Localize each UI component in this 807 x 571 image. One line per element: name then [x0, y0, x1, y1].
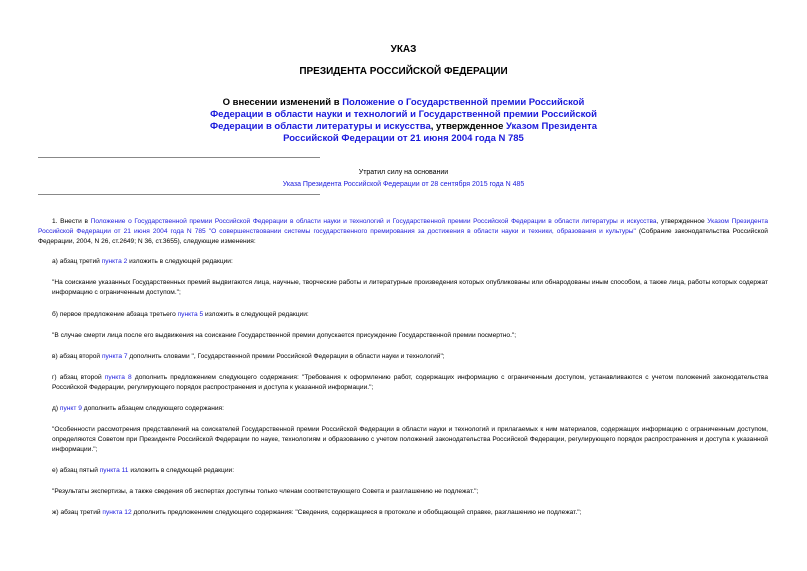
pg-link[interactable]: пункта 8	[104, 374, 132, 381]
divider-top	[38, 157, 320, 158]
subject-middle: , утвержденное	[430, 121, 506, 132]
subject-prefix: О внесении изменений в	[222, 97, 343, 108]
subject-link-decree[interactable]: Указом Президента Российской Федерации от 21 июня 2004 года N 785	[283, 121, 597, 144]
void-notice-text: Утратил силу на основании	[358, 169, 449, 176]
decree-subject	[0, 97, 807, 145]
pzh-text-b: дополнить предложением следующего содержания: "Сведения, содержащиеся в протоколе и обобщающей справке, разглашению не подлежат.";	[131, 509, 582, 516]
pv-text-b: дополнить словами ", Государственной премии Российской Федерации в области науки и технологий";	[127, 353, 445, 360]
divider-bottom	[38, 194, 320, 195]
pa-text-b: изложить в следующей редакции:	[127, 258, 233, 265]
pv-text-a: в) абзац второй	[52, 353, 102, 360]
paragraph-zh	[38, 508, 768, 518]
decree-type-title: УКАЗ	[390, 44, 417, 55]
quote-4: "Результаты экспертизы, а также сведения об экспертах доступны только членам соответствующего Совета и разглашению не подлежат.";	[52, 488, 479, 495]
quote-2: "В случае смерти лица после его выдвижения на соискание Государственной премии допускается присуждение Государственной премии посмертно.";	[52, 332, 517, 339]
decree-issuer-title: ПРЕЗИДЕНТА РОССИЙСКОЙ ФЕДЕРАЦИИ	[299, 66, 508, 77]
paragraph-g	[38, 373, 768, 393]
p1-link-regulation[interactable]: Положение о Государственной премии Российской Федерации в области науки и технологий и Государственной премии Российской Федерации в области литературы и искусства	[90, 218, 657, 225]
p1-text-b: , утвержденное	[656, 218, 708, 225]
pd-text-a: д)	[52, 405, 60, 412]
paragraph-d	[38, 404, 768, 414]
void-notice-link[interactable]: Указа Президента Российской Федерации от 28 сентября 2015 года N 485	[282, 181, 525, 188]
paragraph-b	[38, 310, 768, 320]
paragraph-1	[38, 217, 768, 247]
pzh-text-a: ж) абзац третий	[52, 509, 103, 516]
pe-link[interactable]: пункта 11	[99, 467, 129, 474]
p1-text-a: 1. Внести в	[52, 218, 91, 225]
pd-link[interactable]: пункт 9	[59, 405, 82, 412]
pa-text-a: а) абзац третий	[52, 258, 102, 265]
pe-text-a: е) абзац пятый	[52, 467, 100, 474]
p1-link-decree[interactable]: Указом Президента Российской Федерации от 21 июня 2004 года N 785 "О совершенствовании системы государственного премирования за достижения в области науки и техники, образования и культуры"	[38, 218, 768, 235]
pd-text-b: дополнить абзацем следующего содержания:	[81, 405, 224, 412]
pg-text-b: дополнить предложением следующего содержания: "Требования к оформлению работ, содержащих информацию с ограниченным доступом, устанавливаются с учетом положений законодательства Российской Федерации, регулирующего порядок распространения и доступа к указанной информации.";	[52, 374, 768, 391]
pe-text-b: изложить в следующей редакции:	[128, 467, 235, 474]
pv-link[interactable]: пункта 7	[101, 353, 128, 360]
pa-link[interactable]: пункта 2	[101, 258, 128, 265]
paragraph-e	[38, 466, 768, 476]
pzh-link[interactable]: пункта 12	[102, 509, 132, 516]
pg-text-a: г) абзац второй	[52, 374, 105, 381]
paragraph-v	[38, 352, 768, 362]
pb-text-b: изложить в следующей редакции:	[203, 311, 309, 318]
p1-text-c: (Собрание законодательства Российской Федерации, 2004, N 26, ст.2649; N 36, ст.3655), следующие изменения:	[38, 228, 768, 245]
quote-1: "На соискание указанных Государственных премий выдвигаются лица, научные, творческие работы и литературные произведения которых опубликованы или обнародованы иным способом, а также лица, работы которых содержат информацию с ограниченным доступом.";	[52, 279, 768, 296]
pb-text-a: б) первое предложение абзаца третьего	[52, 311, 178, 318]
paragraph-a	[38, 257, 768, 267]
subject-link-regulation[interactable]: Положение о Государственной премии Российской Федерации в области науки и технологий и Государственной премии Российской Федерации в области литературы и искусства	[210, 97, 597, 132]
pb-link[interactable]: пункта 5	[177, 311, 204, 318]
quote-3: "Особенности рассмотрения представлений на соискателей Государственной премии Российской Федерации в области науки и технологий и прилагаемых к ним материалов, содержащих информацию с ограниченным доступом, определяются Советом при Президенте Российской Федерации по науке, технологиям и образованию с учетом положений законодательства Российской Федерации, регулирующего порядок распространения и доступа к указанной информации.";	[52, 426, 768, 453]
